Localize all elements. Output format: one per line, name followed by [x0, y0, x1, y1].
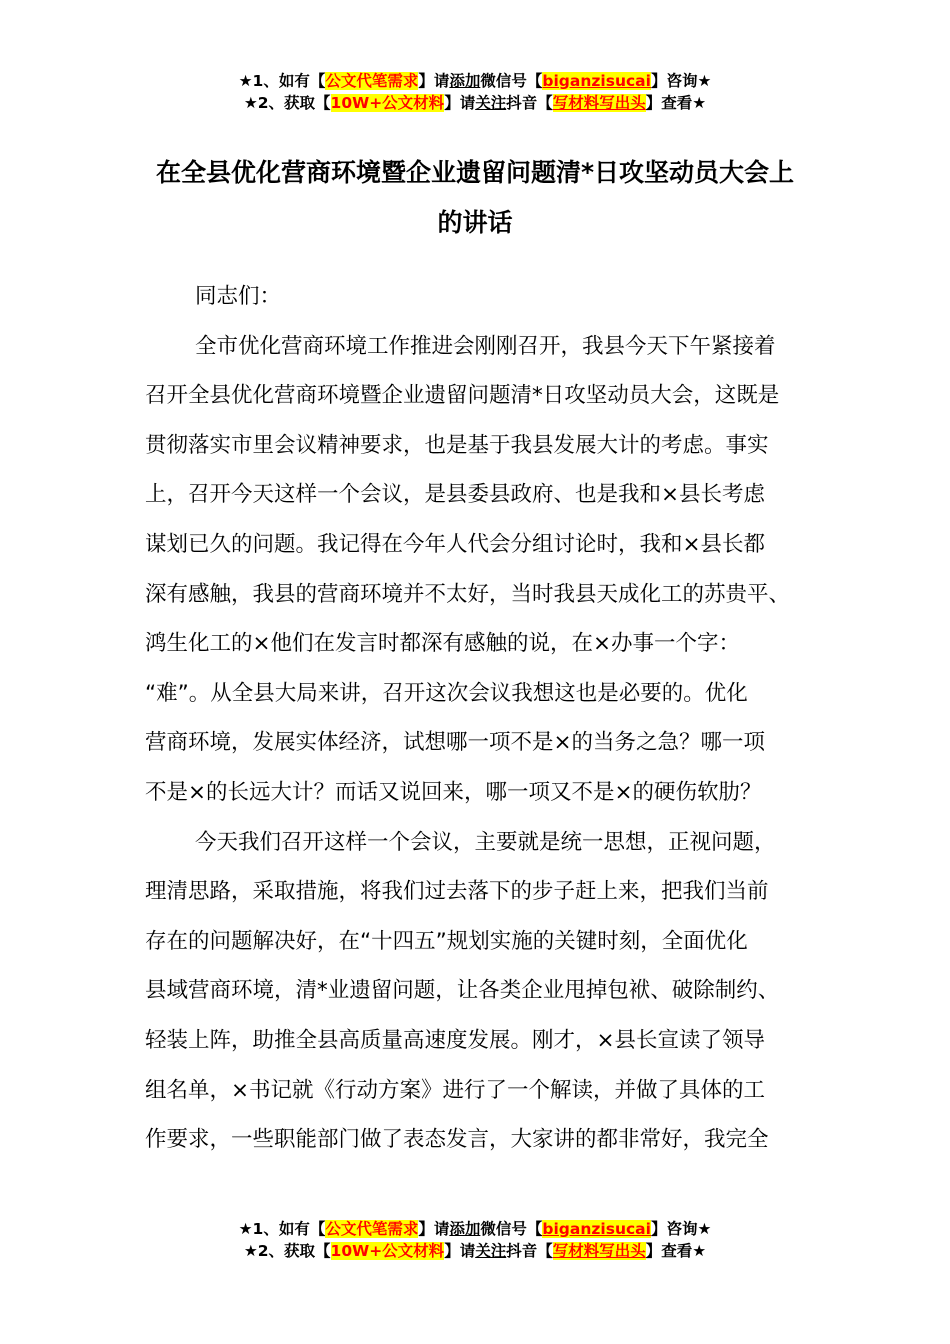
promo-line-1 [0, 1218, 950, 1240]
promo-line-1 [0, 70, 950, 92]
douyin-account-link[interactable]: 写材料写出头 [552, 1242, 646, 1260]
promo-text: 】请 [444, 1242, 476, 1260]
promo-text: ★2、获取【 [243, 94, 331, 112]
body-line: 不是×的长远大计？而话又说回来，哪一项又不是×的硬伤软肋？ [145, 779, 762, 805]
body-line: 谋划已久的问题。我记得在今年人代会分组讨论时，我和×县长都 [145, 531, 766, 557]
underlined-follow: 关注 [475, 94, 507, 112]
underlined-follow: 关注 [475, 1242, 507, 1260]
promo-banner-top [0, 70, 950, 114]
underlined-add: 添加 [449, 72, 481, 90]
body-line: 组名单，×书记就《行动方案》进行了一个解读，并做了具体的工 [145, 1077, 766, 1103]
body-line: 理清思路，采取措施，将我们过去落下的步子赶上来，把我们当前 [145, 879, 769, 905]
promo-text: ★1、如有【 [238, 1220, 326, 1238]
wechat-id-link[interactable]: biganzisucai [542, 1220, 651, 1238]
promo-text: 抖音【 [506, 1242, 553, 1260]
body-line: 县域营商环境，清*业遗留问题，让各类企业甩掉包袱、破除制约、 [145, 978, 780, 1004]
body-line: “难”。从全县大局来讲，召开这次会议我想这也是必要的。优化 [145, 680, 748, 706]
title-line-2: 的讲话 [437, 208, 513, 237]
body-line: 上，召开今天这样一个会议，是县委县政府、也是我和×县长考虑 [145, 482, 766, 508]
document-title [140, 148, 810, 248]
body-line: 存在的问题解决好，在“十四五”规划实施的关键时刻，全面优化 [145, 928, 748, 954]
promo-line-2 [0, 92, 950, 114]
body-line: 营商环境，发展实体经济，试想哪一项不是×的当务之急？哪一项 [145, 730, 766, 756]
body-line: 召开全县优化营商环境暨企业遗留问题清*日攻坚动员大会，这既是 [145, 383, 780, 409]
promo-text: 】查看★ [645, 94, 707, 112]
body-line: 今天我们召开这样一个会议，主要就是统一思想，正视问题， [195, 829, 776, 855]
body-line: 全市优化营商环境工作推进会刚刚召开，我县今天下午紧接着 [195, 333, 776, 359]
promo-text: 】请 [444, 94, 476, 112]
body-line: 作要求，一些职能部门做了表态发言，大家讲的都非常好，我完全 [145, 1127, 769, 1153]
promo-text: 微信号【 [480, 72, 543, 90]
wechat-id-link[interactable]: biganzisucai [542, 72, 651, 90]
promo-text: 】请 [418, 1220, 450, 1238]
promo-text: ★2、获取【 [243, 1242, 331, 1260]
document-body [145, 272, 805, 1165]
highlight-service: 公文代笔需求 [325, 72, 419, 90]
underlined-add: 添加 [449, 1220, 481, 1238]
body-line: 深有感触，我县的营商环境并不太好，当时我县天成化工的苏贵平、 [145, 581, 791, 607]
douyin-account-link[interactable]: 写材料写出头 [552, 94, 646, 112]
body-line: 轻装上阵，助推全县高质量高速度发展。刚才，×县长宣读了领导 [145, 1027, 766, 1053]
promo-banner-bottom [0, 1218, 950, 1262]
promo-text: 】咨询★ [650, 1220, 712, 1238]
highlight-service: 公文代笔需求 [325, 1220, 419, 1238]
promo-text: 】咨询★ [650, 72, 712, 90]
title-line-1: 在全县优化营商环境暨企业遗留问题清*日攻坚动员大会上 [155, 158, 795, 187]
body-line: 贯彻落实市里会议精神要求，也是基于我县发展大计的考虑。事实 [145, 432, 769, 458]
body-line: 鸿生化工的×他们在发言时都深有感触的说，在×办事一个字： [145, 631, 741, 657]
promo-text: 微信号【 [480, 1220, 543, 1238]
promo-text: 】查看★ [645, 1242, 707, 1260]
promo-text: ★1、如有【 [238, 72, 326, 90]
highlight-materials: 10W+公文材料 [330, 94, 445, 112]
promo-text: 】请 [418, 72, 450, 90]
promo-line-2 [0, 1240, 950, 1262]
promo-text: 抖音【 [506, 94, 553, 112]
highlight-materials: 10W+公文材料 [330, 1242, 445, 1260]
salutation: 同志们： [195, 284, 282, 309]
